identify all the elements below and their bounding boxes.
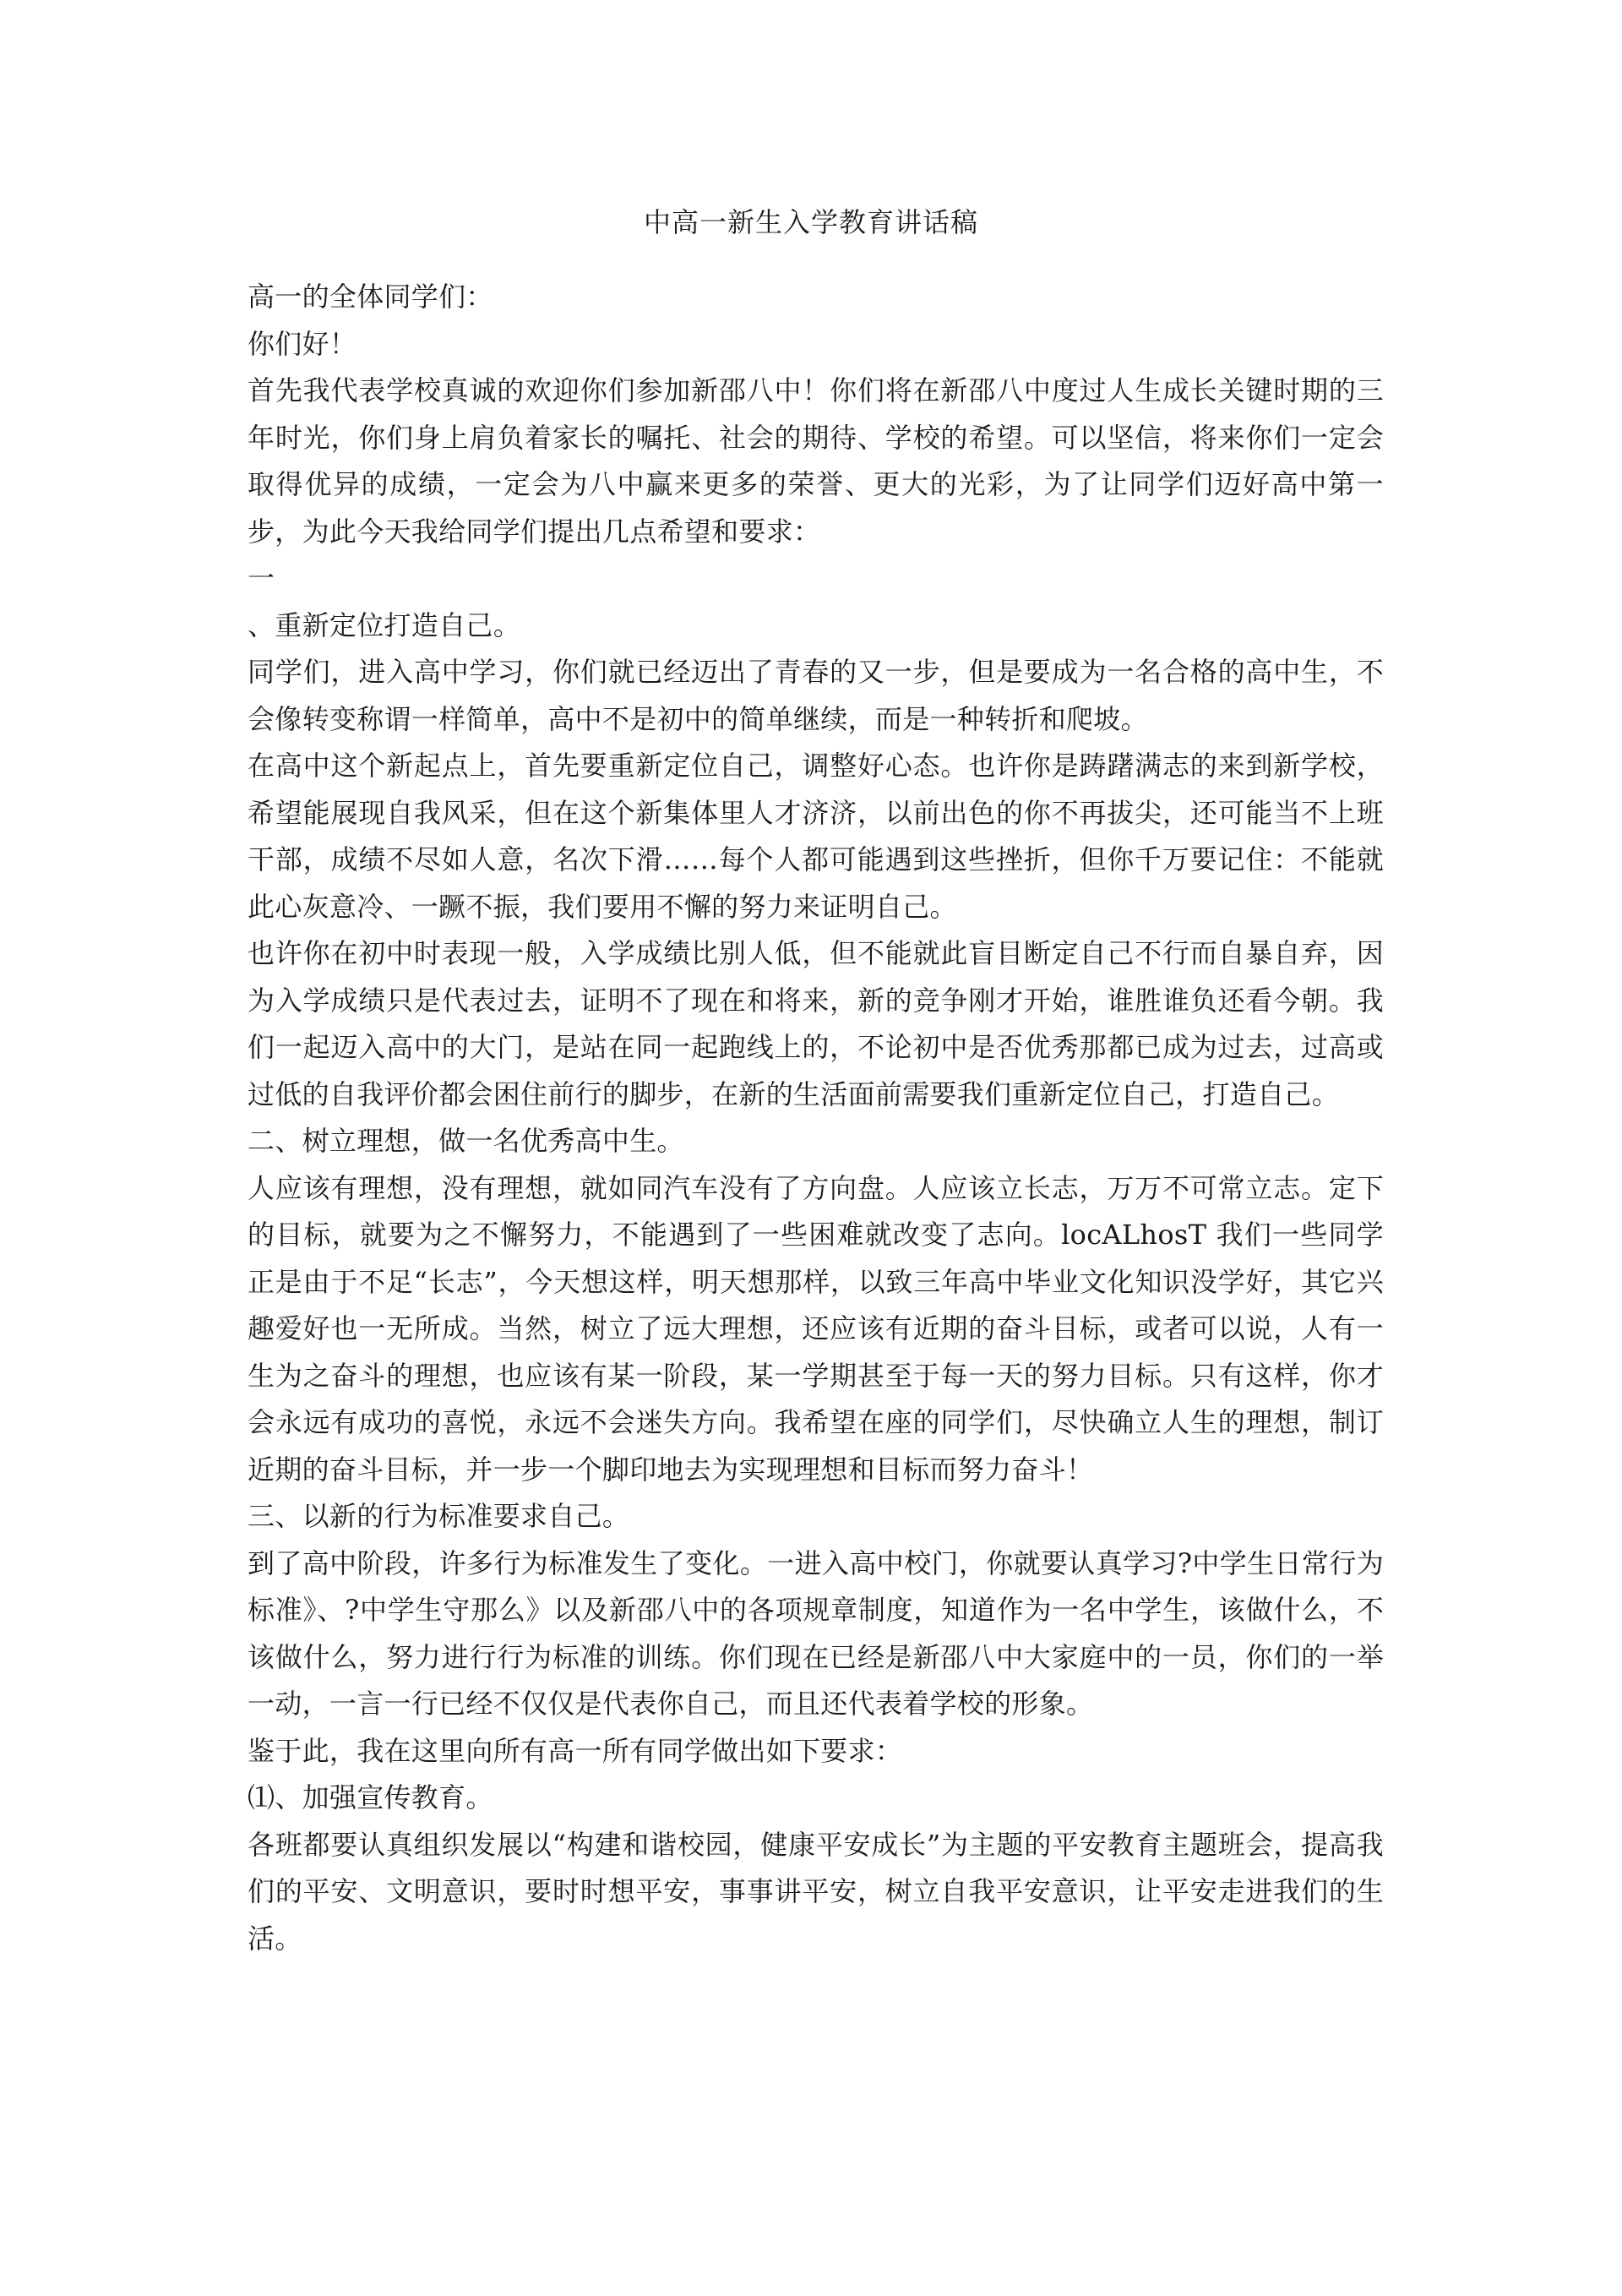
paragraph: 也许你在初中时表现一般，入学成绩比别人低，但不能就此盲目断定自己不行而自暴自弃，因为入学成绩只是代表过去，证明不了现在和将来，新的竞争刚才开始，谁胜谁负还看今朝。我们一起迈入高中的大门，是站在同一起跑线上的，不论初中是否优秀那都已成为过去，过高或过低的自我评价都会困住前行的脚步，在新的生活面前需要我们重新定位自己，打造自己。 [248, 937, 1384, 1110]
paragraph: 二、树立理想，做一名优秀高中生。 [248, 1125, 684, 1157]
paragraph: 各班都要认真组织发展以“构建和谐校园，健康平安成长”为主题的平安教育主题班会，提高我们的平安、文明意识，要时时想平安，事事讲平安，树立自我平安意识，让平安走进我们的生活。 [248, 1828, 1384, 1955]
paragraph: ⑴、加强宣传教育。 [248, 1781, 493, 1813]
paragraph: 鉴于此，我在这里向所有高一所有同学做出如下要求： [248, 1734, 903, 1767]
paragraph: 三、以新的行为标准要求自己。 [248, 1500, 630, 1532]
paragraph: 同学们，进入高中学习，你们就已经迈出了青春的又一步，但是要成为一名合格的高中生，不会像转变称谓一样简单，高中不是初中的简单继续，而是一种转折和爬坡。 [248, 656, 1384, 735]
paragraph: 高一的全体同学们： [248, 281, 493, 313]
paragraph: 、重新定位打造自己。 [248, 608, 521, 641]
paragraph: 首先我代表学校真诚的欢迎你们参加新邵八中！你们将在新邵八中度过人生成长关键时期的三年时光，你们身上肩负着家长的嘱托、社会的期待、学校的希望。可以坚信，将来你们一定会取得优异的成绩，一定会为八中赢来更多的荣誉、更大的光彩，为了让同学们迈好高中第一步，为此今天我给同学们提出几点希望和要求： [248, 374, 1384, 548]
paragraph: 一 [248, 562, 275, 594]
paragraph: 人应该有理想，没有理想，就如同汽车没有了方向盘。人应该立长志，万万不可常立志。定下的目标，就要为之不懈努力，不能遇到了一些困难就改变了志向。locALhosT 我们一些同学正是由于不足“长志”，今天想这样，明天想那样，以致三年高中毕业文化知识没学好，其它兴趣爱好也一无所成。当然，树立了远大理想，还应该有近期的奋斗目标，或者可以说，人有一生为之奋斗的理想，也应该有某一阶段，某一学期甚至于每一天的努力目标。只有这样，你才会永远有成功的喜悦，永远不会迷失方向。我希望在座的同学们，尽快确立人生的理想，制订近期的奋斗目标，并一步一个脚印地去为实现理想和目标而努力奋斗！ [248, 1171, 1384, 1486]
paragraph: 到了高中阶段，许多行为标准发生了变化。一进入高中校门，你就要认真学习?中学生日常行为标准》、?中学生守那么》以及新邵八中的各项规章制度，知道作为一名中学生，该做什么，不该做什么，努力进行行为标准的训练。你们现在已经是新邵八中大家庭中的一员，你们的一举一动，一言一行已经不仅仅是代表你自己，而且还代表着学校的形象。 [248, 1546, 1384, 1720]
paragraph: 你们好！ [248, 327, 357, 360]
paragraph: 在高中这个新起点上，首先要重新定位自己，调整好心态。也许你是踌躇满志的来到新学校，希望能展现自我风采，但在这个新集体里人才济济，以前出色的你不再拔尖，还可能当不上班干部，成绩不尽如人意，名次下滑……每个人都可能遇到这些挫折，但你千万要记住：不能就此心灰意冷、一蹶不振，我们要用不懈的努力来证明自己。 [248, 750, 1384, 923]
document-body [248, 274, 1384, 1962]
document-title: 中高一新生入学教育讲话稿 [643, 206, 978, 238]
